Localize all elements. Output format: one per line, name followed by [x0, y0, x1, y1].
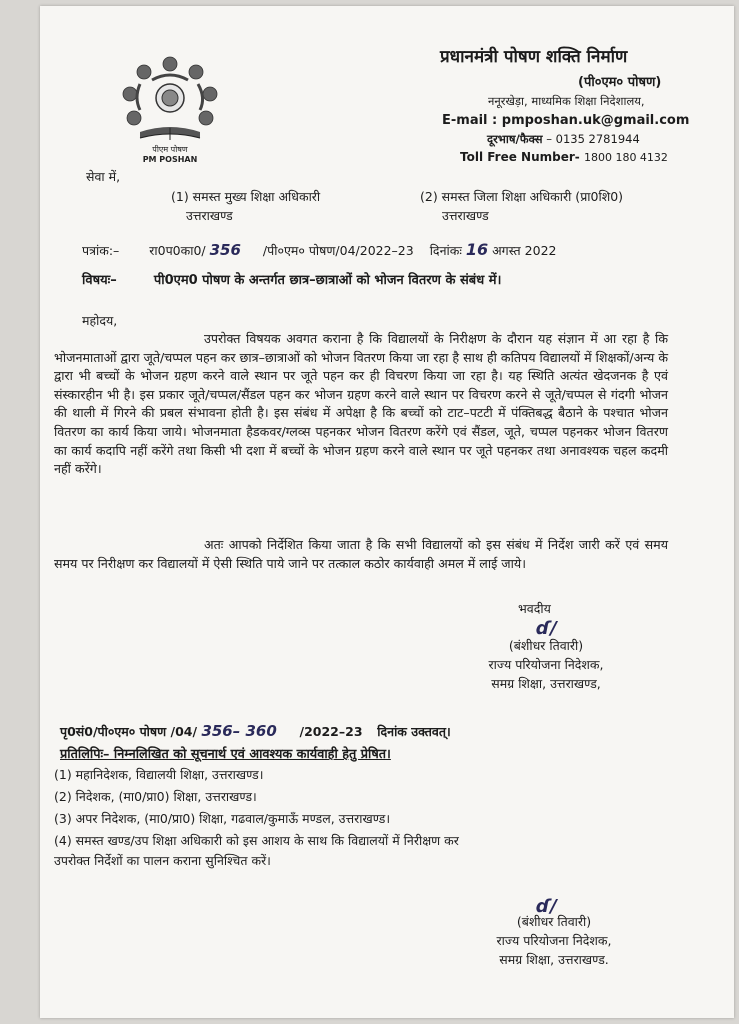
- logo-brand: PM POSHAN: [142, 155, 198, 164]
- endorsement-ref: [60, 722, 451, 740]
- endorsement-ref-prefix: पृ0सं0/पी०एम० पोषण /04/: [60, 724, 198, 739]
- salutation: महोदय,: [82, 313, 118, 328]
- seva-me: सेवा में,: [86, 169, 121, 184]
- patrank-label: पत्रांक:–: [82, 243, 120, 258]
- tollfree-number: 1800 180 4132: [583, 151, 668, 164]
- body-paragraph-1: उपरोक्त विषयक अवगत कराना है कि विद्यालयों के निरीक्षण के दौरान यह संज्ञान में आ रहा है कि भोजनमाताओं द्वारा जूते/चप्पल पहन कर छात्र–छात्राओं को भोजन वितरण किया जा रहा है साथ ही कतिपय विद्यालयों में शिक्षकों/अन्य के द्वारा भी बच्चों के भोजन ग्रहण करने वाले स्थान पर जूते पहन कर ही विचरण किया जा रहा है। यह स्थिति अत्यंत खेदजनक है एवं संस्कारहीन भी है। इस प्रकार जूते/चप्पल/सैंडल पहन कर भोजन ग्रहण करने वाले स्थान पर विचरण करने से जूते/चप्पल से गंदगी भोजन की थाली में गिरने की प्रबल संभावना होती है। इस संबंध में अपेक्षा है कि बच्चों को टाट–पटटी में पंक्तिबद्ध बैठाने के पश्चात भोजन वितरण का कार्य किया जाये। भोजनमाता हैडकवर/ग्लव्स पहनकर भोजन वितरण करेंगे एवं सैंडल, जूते, चप्पल पहनकर भोजन वितरण का कार्य कदापि नहीं करेंगे तथा किसी भी दशा में बच्चों के भोजन ग्रहण करने वाले स्थान पर जूते पहनकर तथा अनावश्यक चहल कदमी नहीं करेंगे।: [54, 331, 668, 477]
- signature-block-1: [446, 636, 646, 693]
- copy-item-2: (2) निदेशक, (मा0/प्रा0) शिक्षा, उत्तराखण्ड।: [54, 789, 257, 804]
- reference-line: [82, 240, 556, 259]
- copy-item-3: (3) अपर निदेशक, (मा0/प्रा0) शिक्षा, गढवाल/कुमाऊँ मण्डल, उत्तराखण्ड।: [54, 811, 391, 826]
- vishay-text: पी0एम0 पोषण के अन्तर्गत छात्र–छात्राओं को भोजन वितरण के संबंध में।: [153, 273, 502, 288]
- phone-label: दूरभाष/फैक्स: [487, 132, 543, 146]
- recipient-2-line1: (2) समस्त जिला शिक्षा अधिकारी (प्रा0शि0): [420, 189, 624, 204]
- dinank-handwritten: 16: [465, 240, 489, 259]
- endorsement-ref-suffix: /2022–23: [299, 724, 363, 739]
- endorsement-ref-date: दिनांक उक्तवत्।: [377, 724, 451, 739]
- patrank-prefix: रा0प0का0/: [149, 243, 206, 258]
- header-tollfree-line: [460, 150, 668, 164]
- header-phone-line: [487, 132, 640, 147]
- copy-item-4-continued: उपरोक्त निर्देशों का पालन कराना सुनिश्चित करें।: [54, 853, 271, 868]
- recipient-1-line1: (1) समस्त मुख्य शिक्षा अधिकारी: [171, 189, 321, 204]
- signer-name-1: (बंशीधर तिवारी): [508, 638, 584, 653]
- dinank-label: दिनांकः: [429, 243, 462, 258]
- signer-name-2: (बंशीधर तिवारी): [516, 914, 592, 929]
- pm-poshan-logo: [100, 50, 240, 170]
- patrank-suffix: /पी०एम० पोषण/04/2022–23: [262, 243, 414, 258]
- recipient-1-line2: उत्तराखण्ड: [186, 208, 233, 223]
- copy-line: प्रतिलिपिः– निम्नलिखित को सूचनार्थ एवं आवश्यक कार्यवाही हेतु प्रेषित।: [60, 747, 391, 762]
- email-label: E-mail :: [442, 113, 498, 128]
- signature-mark-1: ɗ/: [536, 618, 557, 639]
- signer-title-1: राज्य परियोजना निदेशक,: [488, 657, 604, 672]
- dinank-rest: अगस्त 2022: [492, 243, 557, 258]
- closing: भवदीय: [518, 601, 551, 616]
- patrank-handwritten: 356: [209, 241, 241, 259]
- endorsement-ref-handwritten: 356– 360: [201, 722, 277, 740]
- logo-caption: पीएम पोषण: [152, 145, 188, 154]
- vishay-label: विषयः–: [82, 273, 117, 288]
- header-address: ननूरखेड़ा, माध्यमिक शिक्षा निदेशालय,: [488, 94, 645, 108]
- signer-title-2: राज्य परियोजना निदेशक,: [496, 933, 612, 948]
- header-subtitle: (पी०एम० पोषण): [578, 75, 662, 90]
- body-paragraph-2: अतः आपको निर्देशित किया जाता है कि सभी विद्यालयों को इस संबंध में निर्देश जारी करें एवं समय समय पर निरीक्षण कर विद्यालयों में ऐसी स्थिति पाये जाने पर तत्काल कठोर कार्यवाही अमल में लाई जाये।: [54, 537, 668, 571]
- signer-org-1: समग्र शिक्षा, उत्तराखण्ड,: [491, 676, 601, 691]
- header-title: प्रधानमंत्री पोषण शक्ति निर्माण: [440, 47, 628, 67]
- subject-line: [82, 270, 501, 288]
- header-email-line: [442, 113, 689, 128]
- copy-item-4: (4) समस्त खण्ड/उप शिक्षा अधिकारी को इस आशय के साथ कि विद्यालयों में निरीक्षण कर: [54, 833, 459, 848]
- letter-page: [40, 6, 734, 1018]
- signature-mark-2: ɗ/: [536, 896, 557, 917]
- tollfree-label: Toll Free Number-: [460, 150, 580, 164]
- signer-org-2: समग्र शिक्षा, उत्तराखण्ड.: [499, 952, 609, 967]
- phone-number: – 0135 2781944: [546, 132, 640, 146]
- copy-item-1: (1) महानिदेशक, विद्यालयी शिक्षा, उत्तराखण्ड।: [54, 767, 264, 782]
- recipient-2-line2: उत्तराखण्ड: [442, 208, 489, 223]
- signature-block-2: [454, 912, 654, 969]
- email-link[interactable]: pmposhan.uk@gmail.com: [501, 113, 690, 128]
